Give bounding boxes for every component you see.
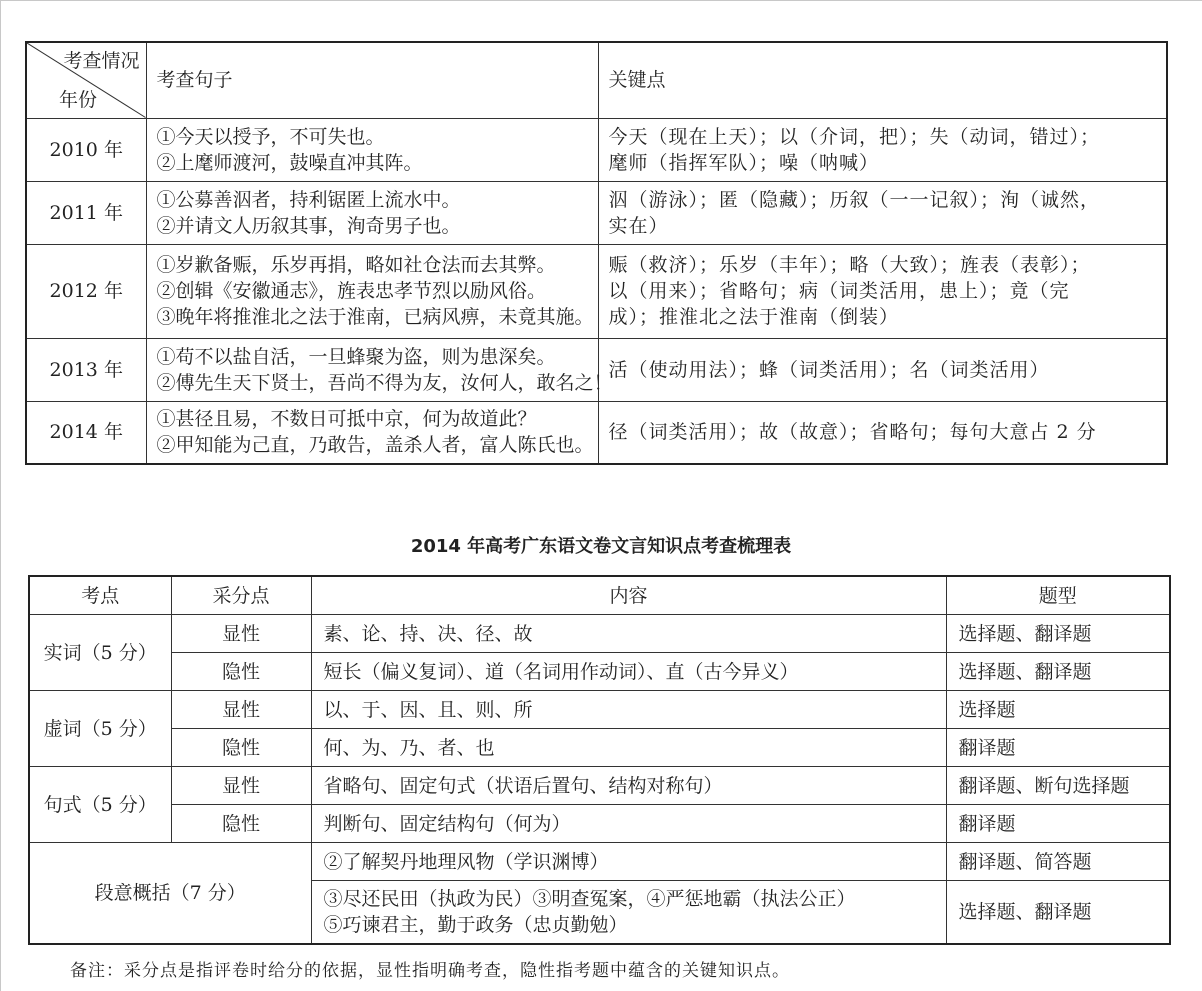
score-cell: 显性 <box>171 691 311 729</box>
key-line: 成）；推淮北之法于淮南（倒装） <box>608 306 900 328</box>
content-line: ⑤巧谏君主，勤于政务（忠贞勤勉） <box>323 914 628 936</box>
sentence-cell <box>146 181 598 244</box>
content-cell: 何、为、乃、者、也 <box>311 729 946 767</box>
point-cell: 实词（5 分） <box>29 615 171 691</box>
content-cell: 短长（偏义复词）、道（名词用作动词）、直（古今异义） <box>311 653 946 691</box>
table-row <box>29 843 1170 881</box>
type-cell: 选择题、翻译题 <box>946 881 1170 945</box>
sentence-cell <box>146 244 598 338</box>
type-cell: 选择题、翻译题 <box>946 653 1170 691</box>
score-cell: 显性 <box>171 767 311 805</box>
content-cell: 素、论、持、决、径、故 <box>311 615 946 653</box>
type-cell: 选择题 <box>946 691 1170 729</box>
table-row <box>26 244 1167 338</box>
sentence-cell <box>146 338 613 401</box>
score-cell: 隐性 <box>171 729 311 767</box>
key-cell <box>598 244 1167 338</box>
type-cell: 翻译题 <box>946 805 1170 843</box>
table-header-row <box>29 576 1170 615</box>
summary-point-cell: 段意概括（7 分） <box>29 843 311 945</box>
key-line: 泅（游泳）；匿（隐藏）；历叙（一一记叙）；洵（诚然， <box>608 188 1101 211</box>
sentence-cell <box>146 118 598 181</box>
sentence-line: ③晚年将推淮北之法于淮南，已病风痹，未竟其施。 <box>156 306 594 328</box>
table-row <box>29 805 1170 843</box>
header-content: 内容 <box>311 576 946 615</box>
key-cell <box>598 181 1167 244</box>
sentence-line: ②甲知能为己直，乃敢告，盖杀人者，富人陈氏也。 <box>156 434 594 457</box>
content-cell <box>311 843 946 881</box>
table-row <box>26 401 1167 464</box>
point-cell: 句式（5 分） <box>29 767 171 843</box>
key-cell <box>598 401 1167 464</box>
key-line: 今天（现在上天）；以（介词，把）；失（动词，错过）； <box>608 125 1101 148</box>
diagonal-header-cell <box>26 42 146 118</box>
header-sentence: 考查句子 <box>146 42 598 118</box>
year-cell: 2012 年 <box>26 244 146 338</box>
sentence-line: ①公募善泅者，持利锯匿上流水中。 <box>156 188 461 211</box>
content-cell: 以、于、因、且、则、所 <box>311 691 946 729</box>
table-row <box>26 338 1167 401</box>
sentence-cell <box>146 401 598 464</box>
sentence-line: ①今天以授予，不可失也。 <box>156 125 385 148</box>
key-line: 实在） <box>608 214 669 237</box>
corner-label-bottom: 年份 <box>59 88 98 111</box>
header-key: 关键点 <box>598 42 1167 118</box>
content-line: ③尽还民田（执政为民）③明查冤案，④严惩地霸（执法公正） <box>323 888 856 910</box>
table-row <box>29 729 1170 767</box>
year-cell: 2010 年 <box>26 118 146 181</box>
key-line: 活（使动用法）；蜂（词类活用）；名（词类活用） <box>608 358 1050 381</box>
type-cell: 翻译题 <box>946 729 1170 767</box>
sentence-line: ②并请文人历叙其事，洵奇男子也。 <box>156 214 461 237</box>
key-line: 麾师（指挥军队）；噪（呐喊） <box>608 151 880 174</box>
exam-sentence-table <box>25 41 1168 465</box>
type-cell: 翻译题、断句选择题 <box>946 767 1170 805</box>
content-cell <box>311 881 946 945</box>
table-row <box>29 653 1170 691</box>
knowledge-point-table <box>28 575 1171 945</box>
footnote: 备注：采分点是指评卷时给分的依据，显性指明确考查，隐性指考题中蕴含的关键知识点。 <box>70 961 790 981</box>
sentence-line: ①甚径且易，不数日可抵中京，何为故道此？ <box>156 408 537 431</box>
point-cell: 虚词（5 分） <box>29 691 171 767</box>
key-line: 赈（救济）；乐岁（丰年）；略（大致）；旌表（表彰）； <box>608 254 1091 276</box>
sentence-line: ①苟不以盐自活，一旦蜂聚为盗，则为患深矣。 <box>156 345 556 368</box>
table-row <box>29 691 1170 729</box>
header-score: 采分点 <box>171 576 311 615</box>
table-header-row <box>26 42 1167 118</box>
sentence-line: ①岁歉备赈，乐岁再捐，略如社仓法而去其弊。 <box>156 254 556 276</box>
table-title: 2014 年高考广东语文卷文言知识点考查梳理表 <box>410 536 792 557</box>
score-cell: 隐性 <box>171 653 311 691</box>
header-type: 题型 <box>946 576 1170 615</box>
year-cell: 2014 年 <box>26 401 146 464</box>
table-row <box>29 615 1170 653</box>
score-cell: 显性 <box>171 615 311 653</box>
content-line: ②了解契丹地理风物（学识渊博） <box>323 850 609 873</box>
table-row <box>29 767 1170 805</box>
content-cell: 判断句、固定结构句（何为） <box>311 805 946 843</box>
year-cell: 2011 年 <box>26 181 146 244</box>
key-line: 径（词类活用）；故（故意）；省略句；每句大意占 2 分 <box>608 421 1097 444</box>
content-cell: 省略句、固定句式（状语后置句、结构对称句） <box>311 767 946 805</box>
score-cell: 隐性 <box>171 805 311 843</box>
sentence-line: ②傅先生天下贤士，吾尚不得为友，汝何人，敢名之！ <box>156 371 613 394</box>
header-point: 考点 <box>29 576 171 615</box>
key-cell <box>598 118 1167 181</box>
table-row <box>26 118 1167 181</box>
key-cell <box>598 338 1167 401</box>
corner-label-top: 考查情况 <box>63 50 140 72</box>
sentence-line: ②创辑《安徽通志》，旌表忠孝节烈以励风俗。 <box>156 280 547 302</box>
type-cell: 翻译题、简答题 <box>946 843 1170 881</box>
sentence-line: ②上麾师渡河，鼓噪直冲其阵。 <box>156 151 423 174</box>
key-line: 以（用来）；省略句；病（词类活用，患上）；竟（完 <box>608 280 1070 302</box>
type-cell: 选择题、翻译题 <box>946 615 1170 653</box>
table-row <box>26 181 1167 244</box>
year-cell: 2013 年 <box>26 338 146 401</box>
